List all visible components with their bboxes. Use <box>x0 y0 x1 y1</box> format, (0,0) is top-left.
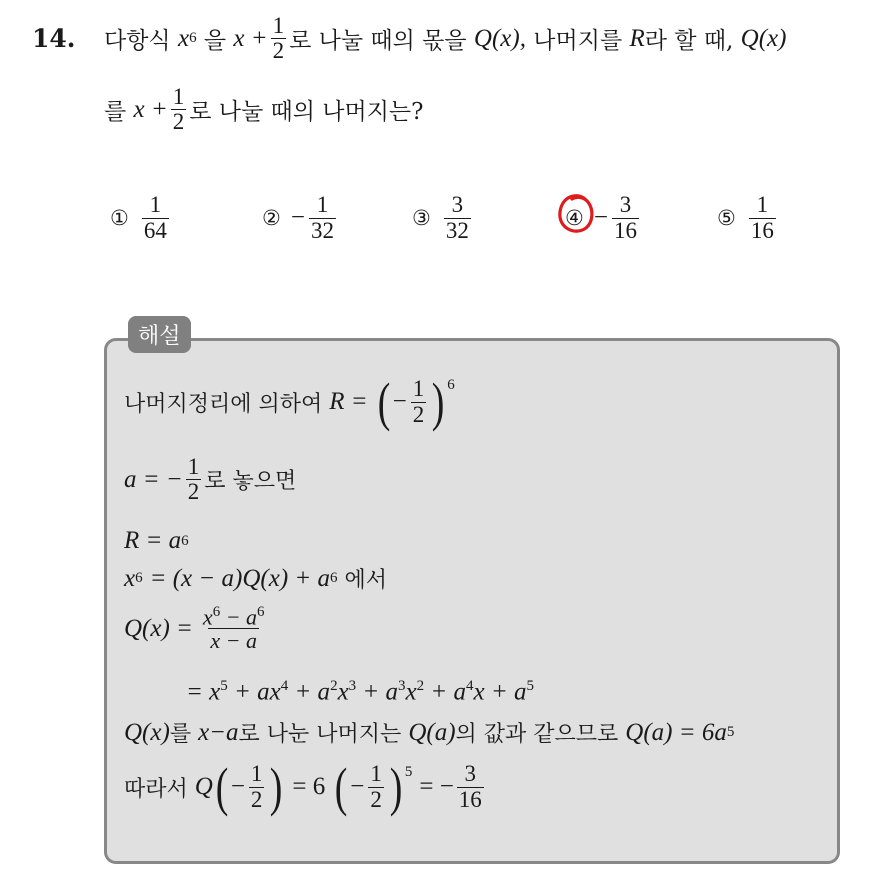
s2-text: 로 놓으면 <box>204 469 297 495</box>
s5-fraction <box>201 605 267 653</box>
choice-5[interactable] <box>717 183 779 253</box>
q-x: x <box>177 24 190 52</box>
s2-fraction <box>186 455 202 504</box>
frac-denominator: 2 <box>187 479 200 505</box>
choice-2-mark: ② <box>262 206 281 230</box>
q2-text-1: 를 <box>104 99 127 126</box>
choice-3[interactable] <box>412 183 474 253</box>
solution-line-5 <box>124 605 270 653</box>
frac-numerator: 3 <box>451 192 464 218</box>
s7-q1: Q(x) <box>124 718 170 746</box>
solution-line-8: 따라서 Q ( − $\frac{1}{2}$ ) = 6 ( − $\frac{1}{2}$ ) 5 = − $\frac{3}{16}$ <box>124 757 482 817</box>
frac-numerator: 1 <box>370 761 382 787</box>
q-x-exp: 6 <box>189 30 197 47</box>
frac-denominator: 2 <box>272 38 285 64</box>
q2-fraction-half <box>171 85 187 134</box>
right-paren: ) <box>431 372 445 432</box>
s8-text: 따라서 <box>124 776 188 802</box>
s7-expr: x−a <box>198 718 239 746</box>
s8-fraction-1 <box>249 762 265 811</box>
frac-denominator: 32 <box>445 217 469 243</box>
frac-denominator: x − a <box>210 628 258 654</box>
left-paren: ( <box>377 372 390 432</box>
frac-numerator: 1 <box>187 454 200 479</box>
choice-3-fraction <box>444 193 471 242</box>
s8-eq: = 6 <box>292 773 326 800</box>
q-text-1: 다항식 <box>104 28 171 55</box>
frac-numerator: 1 <box>149 192 162 218</box>
choice-3-mark: ③ <box>412 206 431 230</box>
question-line-1 <box>104 14 786 63</box>
solution-line-3 <box>124 527 189 555</box>
solution-line-7 <box>124 717 734 748</box>
s8-q: Q <box>194 773 213 800</box>
frac-denominator: 2 <box>250 786 263 812</box>
choice-1-fraction <box>142 193 169 242</box>
s7-t1: 를 <box>169 722 192 747</box>
frac-denominator: 2 <box>370 786 382 812</box>
choice-2-fraction <box>309 193 336 242</box>
choice-1-mark: ① <box>110 206 129 230</box>
q-text-5: 라 할 때, <box>644 28 734 55</box>
right-paren: ) <box>270 757 283 817</box>
s7-t3: 의 값과 같으므로 <box>455 722 619 747</box>
s8-fraction-2 <box>368 762 384 811</box>
s7-t2: 로 나눈 나머지는 <box>238 722 402 747</box>
q-quotient: Q(x), <box>473 24 526 52</box>
s4-exp: 6 <box>135 570 143 586</box>
choice-5-mark: ⑤ <box>717 206 736 230</box>
s1-text: 나머지정리에 의하여 <box>124 391 323 417</box>
frac-denominator: 16 <box>458 786 482 812</box>
solution-line-6 <box>186 678 534 706</box>
s2-a: a = − <box>124 465 183 493</box>
q-divisor: x + <box>233 24 268 52</box>
solution-line-2 <box>124 455 296 504</box>
choice-2-sign: − <box>290 204 305 231</box>
frac-denominator: 16 <box>613 217 637 243</box>
frac-numerator: 1 <box>756 192 769 218</box>
choice-2[interactable] <box>262 183 339 253</box>
choice-4-fraction <box>612 193 639 242</box>
frac-denominator: 32 <box>310 217 334 243</box>
s8-exp: 5 <box>404 764 413 780</box>
s7-q3: Q(a) = 6a <box>625 718 727 746</box>
frac-denominator: 64 <box>143 217 167 243</box>
frac-numerator: $x^6 - a^6$ <box>202 604 265 630</box>
frac-denominator: 2 <box>412 401 425 427</box>
s1-exp: 6 <box>447 377 455 393</box>
solution-tag: 해설 <box>128 316 191 353</box>
solution-line-4 <box>124 563 387 594</box>
question-number: 14. <box>32 24 76 53</box>
choice-4-mark: ④ <box>565 206 584 230</box>
s7-exp: 5 <box>726 724 735 740</box>
s4-mid: = (x − a)Q(x) + a <box>149 564 331 592</box>
choice-5-fraction <box>749 193 776 242</box>
frac-numerator: 1 <box>172 84 185 109</box>
frac-numerator: 1 <box>250 761 263 787</box>
s4-exp2: 6 <box>330 570 338 586</box>
s6-expansion: = $x^5 + ax^4 + a^2x^3 + a^3x^2 + a^4x + a^5$ <box>186 678 534 706</box>
choice-4-sign: − <box>593 204 608 231</box>
s7-q2: Q(a) <box>408 718 456 746</box>
frac-numerator: 1 <box>412 376 425 402</box>
q-remainder-var: R <box>629 24 645 52</box>
answer-circle-icon <box>557 190 597 238</box>
s1-lhs: R = <box>329 388 368 415</box>
q-text-2: 을 <box>203 28 227 55</box>
question-line-2 <box>104 85 423 134</box>
choice-1[interactable] <box>110 183 172 253</box>
frac-numerator: 1 <box>272 13 285 38</box>
s4-text: 에서 <box>344 568 388 593</box>
solution-line-1: 나머지정리에 의하여 R = ( − $\frac{1}{2}$ ) 6 <box>124 372 455 432</box>
s3-exp: 6 <box>181 532 189 549</box>
q-fraction-half <box>271 14 287 63</box>
q-text-3: 로 나눌 때의 몫을 <box>289 28 467 55</box>
frac-numerator: 1 <box>316 192 329 218</box>
frac-denominator: 16 <box>750 217 774 243</box>
s1-fraction <box>411 377 427 426</box>
frac-denominator: 2 <box>172 109 185 135</box>
q2-divisor: x + <box>133 95 168 123</box>
q2-text-2: 로 나눌 때의 나머지는? <box>189 99 424 126</box>
right-paren: ) <box>389 757 403 817</box>
s3-lhs: R = a <box>124 527 182 554</box>
s8-fraction-3 <box>457 762 484 811</box>
q-text-4: 나머지를 <box>533 28 623 55</box>
left-paren: ( <box>334 757 348 817</box>
s5-lhs: Q(x) = <box>124 614 193 642</box>
s8-eq2: = − <box>419 773 454 800</box>
q-quotient-tail: Q(x) <box>740 24 787 52</box>
frac-numerator: 3 <box>464 761 477 787</box>
frac-numerator: 3 <box>619 192 632 218</box>
s4-x: x <box>124 564 136 592</box>
left-paren: ( <box>215 757 229 817</box>
